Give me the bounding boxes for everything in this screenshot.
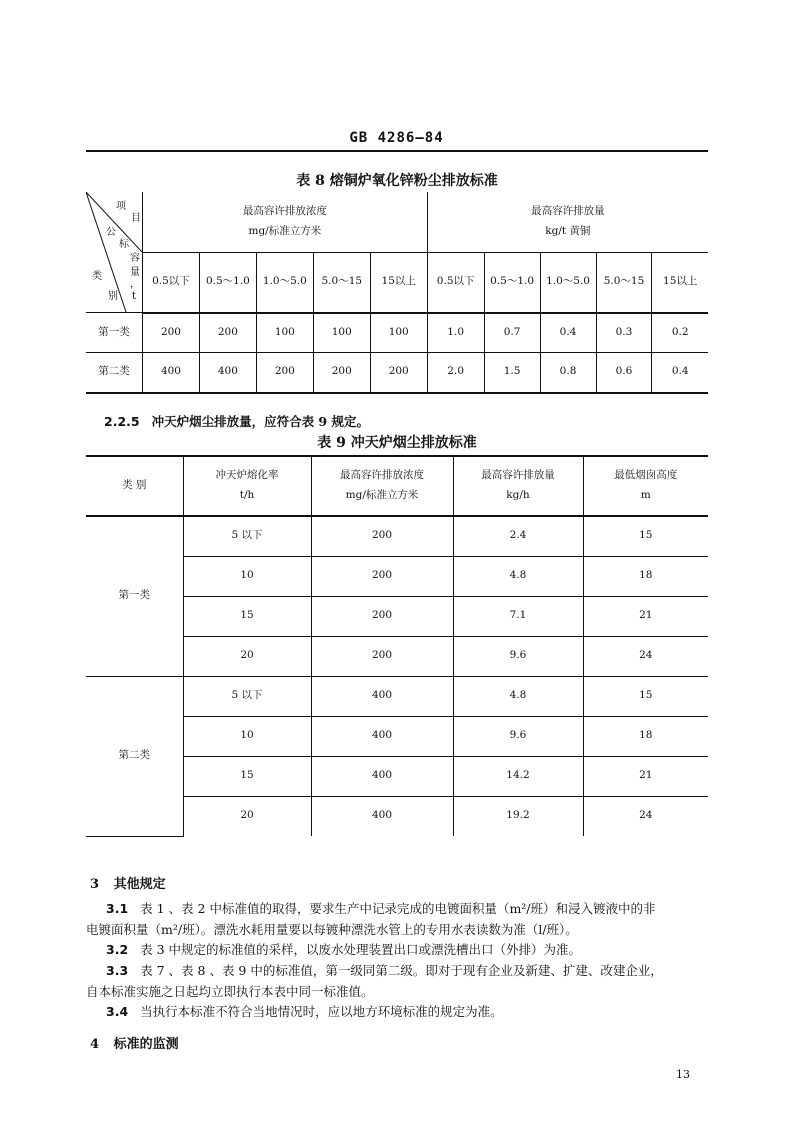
- section-number: 3: [90, 877, 100, 892]
- table9-cell: 7.1: [453, 596, 583, 636]
- table9-category-cell: 第一类: [86, 516, 183, 676]
- clause-text: 表 1 、表 2 中标准值的取得，要求生产中记录完成的电镀面积量（m²/班）和浸入镀液中的非: [140, 901, 656, 916]
- table8-value-cell: 0.7: [484, 313, 540, 353]
- table8-value-cell: 200: [370, 353, 427, 393]
- table8-value-cell: 1.0: [427, 313, 484, 353]
- table9-cell: 200: [311, 516, 453, 556]
- clause-number: 3.2: [106, 942, 129, 957]
- clause-text: 当执行本标准不符合当地情况时，应以地方环境标准的规定为准。: [140, 1004, 503, 1019]
- clause-number: 3.3: [106, 963, 129, 978]
- clause-text: 冲天炉烟尘排放量，应符合表 9 规定。: [151, 414, 369, 429]
- table8-range-header: 0.5～1.0: [484, 252, 540, 312]
- table8-value-cell: 100: [370, 313, 427, 353]
- table9-cell: 200: [311, 556, 453, 596]
- table9-cell: 15: [583, 676, 708, 716]
- table9-header-title: 最高容许排放浓度: [340, 469, 424, 482]
- table9-cell: 400: [311, 716, 453, 756]
- table8-group2-title: 最高容许排放量: [531, 204, 605, 217]
- table9-header-emission: [453, 456, 583, 516]
- table8-value-cell: 200: [256, 353, 313, 393]
- table8-range-header: 0.5以下: [143, 252, 200, 312]
- table9-header-chimney-height: [583, 456, 708, 516]
- table9-header-unit: m: [640, 489, 651, 501]
- table9-cell: 15: [583, 516, 708, 556]
- table9-cell: 4.8: [453, 556, 583, 596]
- table9-cell: 5 以下: [183, 676, 311, 716]
- table9-cell: 400: [311, 756, 453, 796]
- clause-number: 2.2.5: [104, 414, 140, 429]
- table8-group2-header: [427, 192, 708, 252]
- table9-category-cell: 第二类: [86, 676, 183, 836]
- table8-value-cell: 0.8: [540, 353, 596, 393]
- table9-cell: 14.2: [453, 756, 583, 796]
- diag-label-comma: ，: [130, 279, 140, 290]
- table9-header-title: 最低烟囱高度: [614, 469, 678, 482]
- table9-cell: 10: [183, 556, 311, 596]
- section-4-heading: [90, 1033, 179, 1052]
- diag-label-rong: 容: [130, 253, 140, 264]
- table9-cell: 4.8: [453, 676, 583, 716]
- table9-cell: 15: [183, 596, 311, 636]
- section-title: 标准的监测: [113, 1037, 179, 1052]
- table9-cell: 5 以下: [183, 516, 311, 556]
- table9-cell: 24: [583, 636, 708, 676]
- document-code: GB 4286—84: [349, 130, 444, 146]
- page-number: 13: [676, 1068, 690, 1081]
- clause-text-continued: 电镀面积量（m²/班）。漂洗水耗用量要以每镀种漂洗水管上的专用水表读数为准（l/班）。: [86, 922, 578, 938]
- diag-label-bie: 别: [108, 291, 118, 302]
- table8-value-cell: 0.6: [596, 353, 652, 393]
- table9-cell: 2.4: [453, 516, 583, 556]
- table9-header-concentration: [311, 456, 453, 516]
- table9-cell: 20: [183, 796, 311, 836]
- table8-diagonal-header: [86, 192, 143, 313]
- table8-range-header: 15以上: [652, 252, 708, 312]
- table8-range-header: 5.0～15: [596, 252, 652, 312]
- table8-category-cell: 第一类: [86, 313, 143, 353]
- clause-text-continued: 自本标准实施之日起均立即执行本表中同一标准值。: [86, 984, 374, 1000]
- table8-value-cell: 200: [143, 313, 200, 353]
- table9-cell: 19.2: [453, 796, 583, 836]
- table9-cell: 9.6: [453, 636, 583, 676]
- table9-header-category: [86, 456, 183, 516]
- clause-2-2-5: [104, 411, 704, 432]
- table8-value-cell: 0.4: [540, 313, 596, 353]
- clause-3-1: [86, 898, 716, 941]
- table8-range-header: 15以上: [370, 252, 427, 312]
- table8-range-header: 5.0～15: [313, 252, 370, 312]
- table9-header-unit: kg/h: [506, 489, 530, 501]
- table9-header-title: 最高容许排放量: [481, 469, 555, 482]
- table8-value-cell: 200: [199, 313, 256, 353]
- table9: [86, 455, 708, 837]
- table8-value-cell: 0.4: [652, 353, 708, 393]
- table9-cell: 21: [583, 756, 708, 796]
- clause-3-2: [106, 939, 716, 960]
- table8-value-cell: 400: [199, 353, 256, 393]
- table8-value-cell: 100: [256, 313, 313, 353]
- table9-cell: 200: [311, 596, 453, 636]
- table9-cell: 21: [583, 596, 708, 636]
- table-row: [86, 516, 708, 556]
- header-rule: [86, 150, 708, 152]
- table8-value-cell: 100: [313, 313, 370, 353]
- table8-group1-unit: mg/标准立方米: [248, 224, 322, 237]
- table9-cell: 400: [311, 676, 453, 716]
- clause-3-4: [106, 1001, 716, 1022]
- table8-range-header: 0.5以下: [427, 252, 484, 312]
- table8-range-header: 1.0～5.0: [256, 252, 313, 312]
- table8-group2-unit: kg/t 黄铜: [545, 224, 591, 237]
- table9-cell: 18: [583, 716, 708, 756]
- table9-cell: 10: [183, 716, 311, 756]
- diag-label-liang: 量: [130, 267, 140, 278]
- table9-caption: 表 9 冲天炉烟尘排放标准: [317, 435, 477, 451]
- table9-header-title: 类 别: [122, 479, 147, 492]
- diag-label-t: t: [132, 291, 137, 302]
- clause-text: 表 3 中规定的标准值的采样，以废水处理装置出口或漂洗槽出口（外排）为准。: [140, 942, 582, 957]
- table8-value-cell: 0.2: [652, 313, 708, 353]
- table9-cell: 9.6: [453, 716, 583, 756]
- diag-label-xiang: 项: [116, 201, 126, 212]
- section-number: 4: [90, 1037, 100, 1052]
- table9-cell: 200: [311, 636, 453, 676]
- table9-cell: 18: [583, 556, 708, 596]
- table8-value-cell: 0.3: [596, 313, 652, 353]
- table8-group1-header: [143, 192, 428, 252]
- table8-value-cell: 400: [143, 353, 200, 393]
- table9-header-melt-rate: [183, 456, 311, 516]
- table8-range-header: 1.0～5.0: [540, 252, 596, 312]
- diag-label-biao: 标: [119, 239, 129, 250]
- table-row: [86, 313, 708, 353]
- clause-3-3: [86, 960, 716, 1003]
- section-3-heading: [90, 873, 166, 892]
- table9-cell: 400: [311, 796, 453, 836]
- diag-label-gong: 公: [106, 227, 116, 238]
- table-row: [86, 353, 708, 393]
- table9-header-unit: t/h: [239, 489, 255, 501]
- clause-number: 3.1: [106, 901, 129, 916]
- table9-cell: 20: [183, 636, 311, 676]
- diag-label-mu: 目: [131, 213, 141, 224]
- table-row: [86, 676, 708, 716]
- table8-value-cell: 2.0: [427, 353, 484, 393]
- table8-category-cell: 第二类: [86, 353, 143, 393]
- table9-cell: 24: [583, 796, 708, 836]
- table9-cell: 15: [183, 756, 311, 796]
- table9-header-unit: mg/标准立方米: [345, 489, 419, 501]
- table8: [86, 192, 708, 394]
- table8-group1-title: 最高容许排放浓度: [242, 204, 327, 217]
- clause-text: 表 7 、表 8 、表 9 中的标准值，第一级同第二级。即对于现有企业及新建、扩建、改建企业，: [140, 963, 663, 978]
- table8-range-header: 0.5～1.0: [199, 252, 256, 312]
- clause-number: 3.4: [106, 1004, 129, 1019]
- table8-caption: 表 8 熔铜炉氧化锌粉尘排放标准: [296, 173, 498, 189]
- table9-header-title: 冲天炉熔化率: [215, 469, 279, 482]
- table8-value-cell: 200: [313, 353, 370, 393]
- section-title: 其他规定: [113, 877, 166, 892]
- diag-label-lei: 类: [92, 271, 102, 282]
- table8-value-cell: 1.5: [484, 353, 540, 393]
